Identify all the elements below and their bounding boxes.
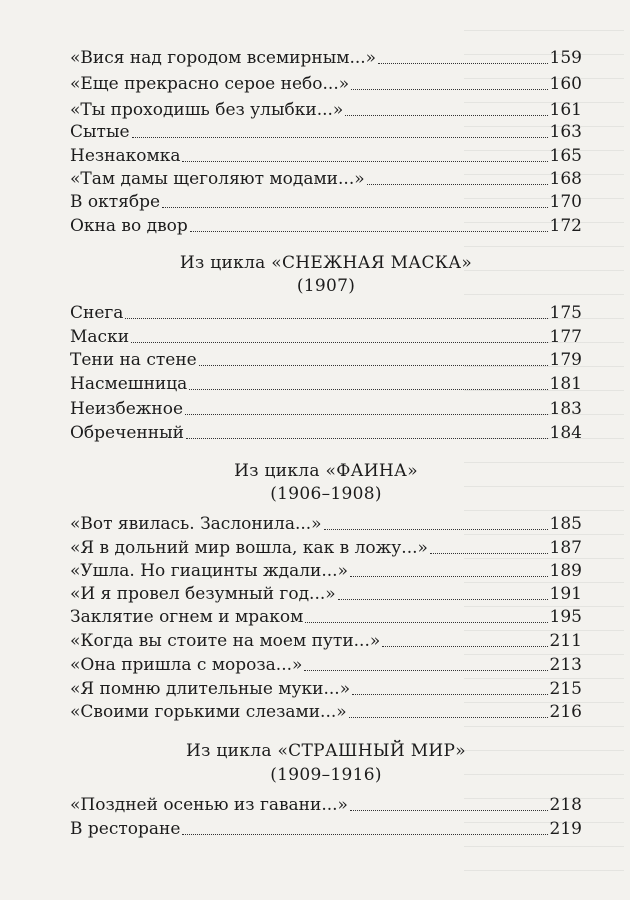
leader-dots [378,63,547,64]
toc-entry [70,396,582,422]
entry-title: Окна во двор [70,216,188,236]
leader-dots [351,89,547,90]
entry-page: 215 [549,679,582,699]
entry-title: Снега [70,303,124,323]
toc-entry [70,213,582,239]
leader-dots [132,137,548,138]
entry-title: Насмешница [70,374,188,394]
leader-dots [199,365,548,366]
leader-dots [430,553,548,554]
leader-dots [352,694,547,695]
toc-entry [70,347,582,373]
entry-page: 211 [549,631,582,651]
entry-page: 213 [549,655,582,675]
entry-title: «Я помню длительные муки...» [70,679,351,699]
section-heading: Из цикла «СНЕЖНАЯ МАСКА» [179,253,473,273]
entry-page: 219 [549,819,582,839]
entry-page: 218 [549,795,582,815]
leader-dots [350,810,548,811]
entry-title: «Вот явилась. Заслонила...» [70,514,322,534]
toc-entry [70,189,582,215]
leader-dots [185,414,547,415]
entry-page: 159 [549,48,582,68]
leader-dots [345,115,547,116]
leader-dots [382,646,547,647]
entry-page: 177 [549,327,582,347]
toc-entry [70,45,582,71]
leader-dots [367,184,548,185]
toc-entry [70,119,582,145]
leader-dots [350,576,548,577]
leader-dots [349,717,548,718]
toc-entry [70,628,582,654]
section-years: (1906–1908) [270,484,382,504]
entry-page: 168 [549,169,582,189]
toc-entry [70,604,582,630]
toc-entry [70,300,582,326]
leader-dots [182,161,547,162]
leader-dots [162,207,547,208]
toc-entry [70,792,582,818]
toc-entry [70,511,582,537]
toc-entry [70,652,582,678]
leader-dots [131,342,548,343]
leader-dots [186,438,548,439]
entry-title: Маски [70,327,130,347]
leader-dots [182,834,547,835]
leader-dots [125,318,547,319]
entry-title: Тени на стене [70,350,197,370]
section-years: (1907) [296,276,356,296]
entry-page: 216 [549,702,582,722]
leader-dots [189,389,547,390]
entry-title: «И я провел безумный год...» [70,584,336,604]
entry-title: «Вися над городом всемирным...» [70,48,377,68]
entry-page: 175 [549,303,582,323]
entry-title: Заклятие огнем и мраком [70,607,304,627]
section-heading: Из цикла «СТРАШНЫЙ МИР» [186,741,466,761]
entry-page: 161 [549,100,582,120]
entry-title: «Еще прекрасно серое небо...» [70,74,350,94]
leader-dots [304,670,547,671]
entry-title: Неизбежное [70,399,184,419]
entry-page: 170 [549,192,582,212]
entry-page: 179 [549,350,582,370]
entry-title: «Я в дольний мир вошла, как в ложу...» [70,538,428,558]
entry-page: 187 [549,538,582,558]
entry-title: «Она пришла с мороза...» [70,655,303,675]
leader-dots [305,622,547,623]
entry-page: 184 [549,423,582,443]
entry-page: 163 [549,122,582,142]
entry-title: В октябре [70,192,161,212]
entry-title: «Поздней осенью из гавани...» [70,795,348,815]
entry-page: 181 [549,374,582,394]
toc-entry [70,371,582,397]
entry-page: 165 [549,146,582,166]
leader-dots [338,599,548,600]
entry-title: Обреченный [70,423,184,443]
entry-page: 183 [549,399,582,419]
toc-entry [70,699,582,725]
entry-title: Незнакомка [70,146,181,166]
entry-title: «Когда вы стоите на моем пути...» [70,631,381,651]
entry-page: 191 [549,584,582,604]
toc-entry [70,71,582,97]
entry-title: «Ты проходишь без улыбки...» [70,100,344,120]
entry-title: В ресторане [70,819,181,839]
toc-entry [70,420,582,446]
entry-page: 160 [549,74,582,94]
entry-page: 195 [549,607,582,627]
entry-page: 189 [549,561,582,581]
entry-page: 172 [549,216,582,236]
toc-entry [70,816,582,842]
entry-title: Сытые [70,122,130,142]
section-heading: Из цикла «ФАИНА» [234,461,418,481]
section-years: (1909–1916) [270,765,382,785]
leader-dots [324,529,548,530]
leader-dots [190,231,548,232]
entry-page: 185 [549,514,582,534]
entry-title: «Своими горькими слезами...» [70,702,347,722]
entry-title: «Там дамы щеголяют модами...» [70,169,365,189]
entry-title: «Ушла. Но гиацинты ждали...» [70,561,348,581]
